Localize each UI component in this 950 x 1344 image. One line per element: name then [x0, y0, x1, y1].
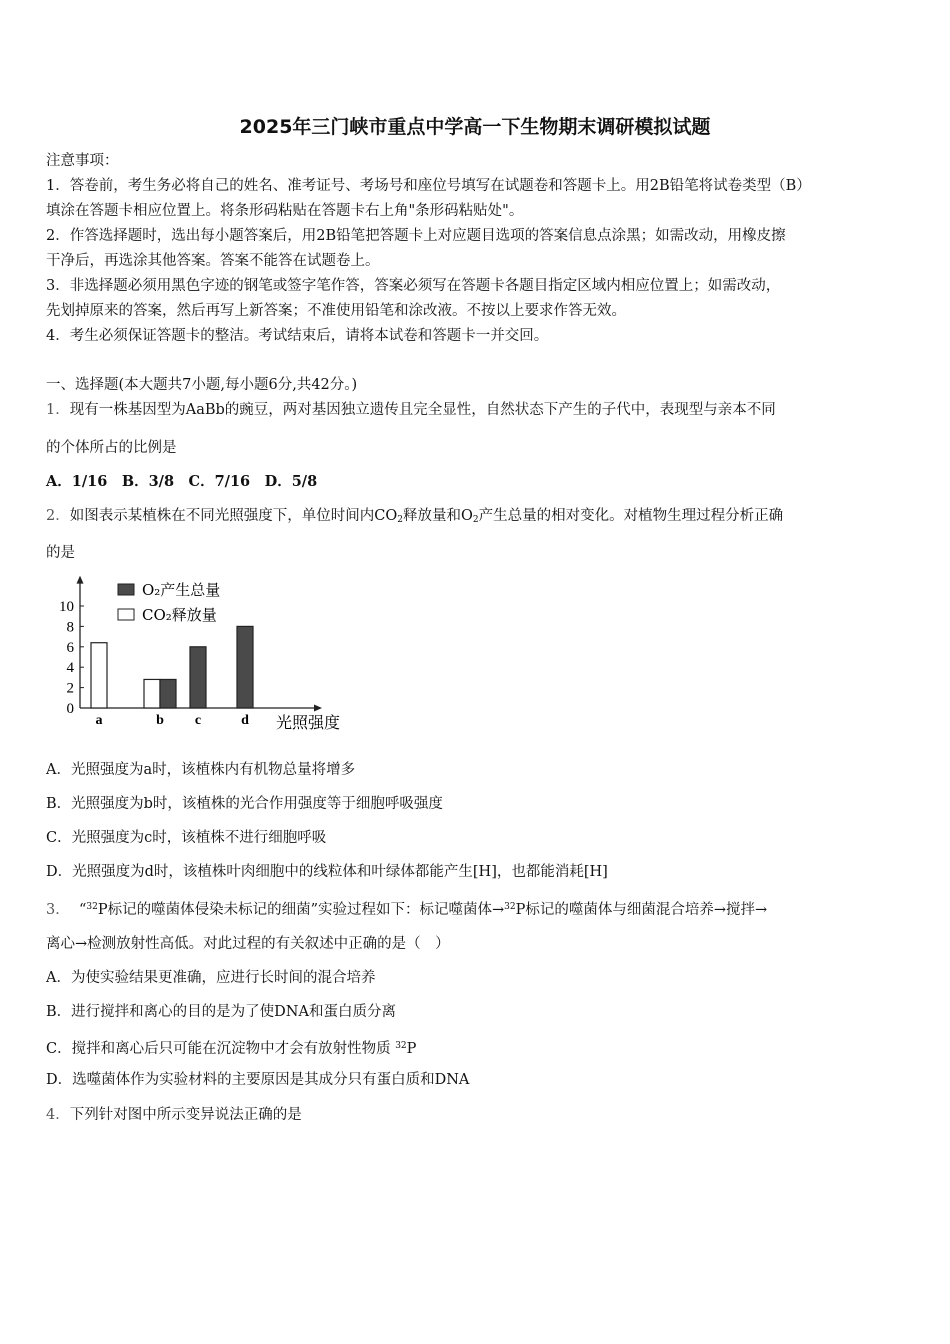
question-text: P标记的噬菌体侵染未标记的细菌”实验过程如下：标记噬菌体→ [97, 902, 505, 918]
question-text: 下列针对图中所示变异说法正确的是 [69, 1107, 302, 1123]
option-text: P [406, 1041, 417, 1057]
question-3 [46, 897, 767, 920]
page-title: 2025年三门峡市重点中学高一下生物期末调研模拟试题 [239, 116, 711, 138]
notice-line: 4．考生必须保证答题卡的整洁。考试结束后，请将本试卷和答题卡一并交回。 [46, 328, 549, 344]
option-a: A．光照强度为a时，该植株内有机物总量将增多 [46, 762, 356, 778]
notice-line: 3．非选择题必须用黑色字迹的钢笔或签字笔作答，答案必须写在答题卡各题目指定区域内相应位置上；如需改动， [46, 278, 781, 294]
option-b: B．进行搅拌和离心的目的是为了使DNA和蛋白质分离 [46, 1004, 396, 1020]
question-number: 3． [46, 902, 70, 918]
bar-o2 [237, 626, 253, 708]
question-1-options: A．1/16 B．3/8 C．7/16 D．5/8 [46, 473, 318, 490]
y-tick-label: 10 [59, 599, 74, 615]
question-4 [46, 1105, 302, 1125]
notice-line: 填涂在答题卡相应位置上。将条形码粘贴在答题卡右上角"条形码粘贴处"。 [46, 203, 524, 219]
option-a: A．为使实验结果更准确，应进行长时间的混合培养 [46, 970, 376, 986]
option-c: C．光照强度为c时，该植株不进行细胞呼吸 [46, 830, 327, 846]
bar-o2 [160, 679, 176, 708]
notice-line: 1．答卷前，考生务必将自己的姓名、准考证号、考场号和座位号填写在试题卷和答题卡上。用2B铅笔将试卷类型（B） [46, 178, 811, 194]
notice-line: 2．作答选择题时，选出每小题答案后，用2B铅笔把答题卡上对应题目选项的答案信息点涂黑；如需改动，用橡皮擦 [46, 228, 786, 244]
y-tick-label: 4 [66, 660, 74, 677]
subscript: 2 [472, 515, 479, 525]
bar-co2 [144, 679, 160, 708]
question-3-cont: 离心→检测放射性高低。对此过程的有关叙述中正确的是（ ） [46, 936, 450, 952]
y-tick-label: 0 [66, 701, 74, 717]
section-heading: 一、选择题(本大题共7小题,每小题6分,共42分。) [46, 377, 358, 393]
x-axis-arrow [314, 705, 322, 712]
option-d: D．光照强度为d时，该植株叶肉细胞中的线粒体和叶绿体都能产生[H]，也都能消耗[H] [46, 864, 608, 880]
y-tick-label: 6 [66, 639, 74, 656]
legend-swatch-co2 [118, 609, 134, 620]
question-1-cont: 的个体所占的比例是 [46, 440, 177, 456]
legend-label-o2: O₂产生总量 [142, 581, 221, 599]
question-2-cont: 的是 [46, 545, 75, 561]
y-axis-arrow [77, 576, 84, 584]
question-1 [46, 400, 776, 420]
legend-swatch-o2 [118, 584, 134, 595]
bar-co2 [91, 643, 107, 708]
superscript: 32 [395, 1041, 407, 1051]
option-text: C．搅拌和离心后只可能在沉淀物中才会有放射性物质 [46, 1041, 391, 1057]
question-number: 1． [46, 402, 70, 418]
legend-label-co2: CO₂释放量 [142, 606, 217, 624]
x-axis-label: 光照强度 [276, 713, 341, 732]
question-text: P标记的噬菌体与细菌混合培养→搅拌→ [515, 902, 768, 918]
option-d: D．选噬菌体作为实验材料的主要原因是其成分只有蛋白质和DNA [46, 1072, 470, 1088]
question-text: 释放量和O [402, 508, 473, 524]
question-2 [46, 506, 783, 530]
notice-heading: 注意事项： [46, 153, 119, 169]
notice-line: 干净后，再选涂其他答案。答案不能答在试题卷上。 [46, 253, 380, 269]
notice-line: 先划掉原来的答案，然后再写上新答案；不准使用铅笔和涂改液。不按以上要求作答无效。 [46, 303, 626, 319]
option-b: B．光照强度为b时，该植株的光合作用强度等于细胞呼吸强度 [46, 796, 443, 812]
x-tick-label: d [241, 713, 249, 728]
y-tick-label: 2 [66, 680, 74, 697]
question-text: “ [78, 902, 87, 918]
question-text: 产生总量的相对变化。对植物生理过程分析正确 [478, 508, 784, 524]
superscript: 32 [504, 902, 516, 912]
x-tick-label: c [194, 713, 202, 728]
y-tick-label: 8 [66, 619, 74, 636]
question-number: 2． [46, 508, 70, 524]
bar-o2 [190, 647, 206, 708]
bar-chart [46, 572, 366, 737]
superscript: 32 [86, 902, 98, 912]
x-tick-label: a [95, 713, 103, 728]
question-number: 4． [46, 1107, 70, 1123]
question-text: 如图表示某植株在不同光照强度下，单位时间内CO [69, 508, 398, 524]
x-tick-label: b [156, 713, 164, 728]
question-text: 现有一株基因型为AaBb的豌豆，两对基因独立遗传且完全显性，自然状态下产生的子代中，表现型与亲本不同 [69, 402, 776, 418]
subscript: 2 [397, 515, 403, 525]
option-c [46, 1036, 416, 1059]
